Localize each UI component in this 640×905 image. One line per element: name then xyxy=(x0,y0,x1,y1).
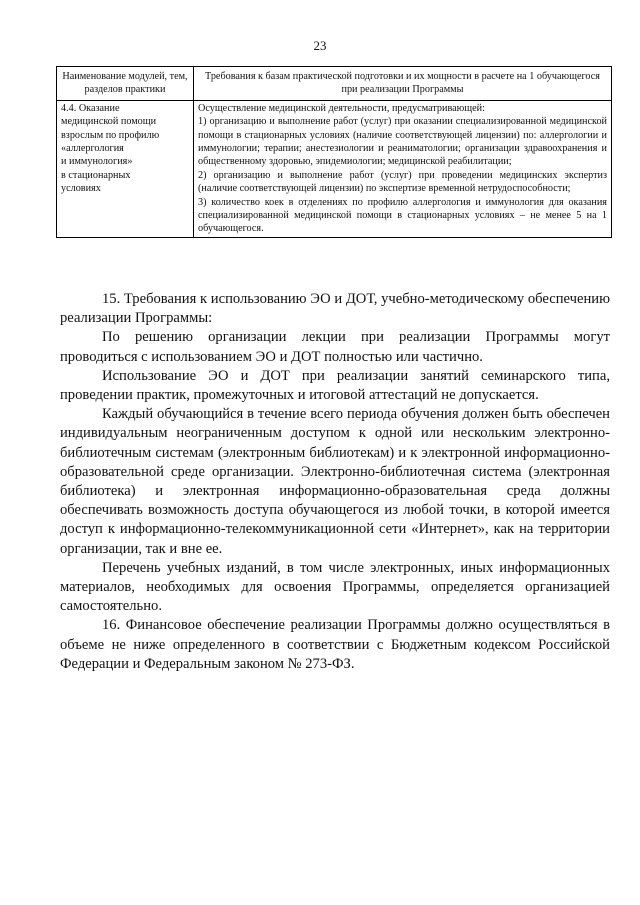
paragraph-section-15: 15. Требования к использованию ЭО и ДОТ, учебно-методическому обеспечению реализации Программы: xyxy=(60,291,610,327)
requirements-table xyxy=(56,66,612,238)
paragraph: По решению организации лекции при реализации Программы могут проводиться с использованием ЭО и ДОТ полностью или частично. xyxy=(60,329,610,365)
module-line: 4.4. Оказание xyxy=(61,102,120,114)
requirement-item: 1) организацию и выполнение работ (услуг) при оказании специализированной медицинской помощи в стационарных условиях (наличие соответствующей лицензии) по: аллергологии и иммунологии; терапии; анестезиологии и реаниматологии; организации здравоохранения и общественному здоровью, эпидемиологии; медицинской реабилитации; xyxy=(198,116,607,168)
module-line: в стационарных xyxy=(61,169,131,181)
paragraph-section-16: 16. Финансовое обеспечение реализации Программы должно осуществляться в объеме не ниже определенного в соответствии с Бюджетным кодексом Российской Федерации и Федеральным законом № 273-ФЗ. xyxy=(60,617,610,672)
module-line: взрослым по профилю xyxy=(61,129,160,141)
requirement-item: 2) организацию и выполнение работ (услуг) при проведении медицинских экспертиз (наличие соответствующей лицензии) по экспертизе временной нетрудоспособности; xyxy=(198,169,607,195)
paragraph: Перечень учебных изданий, в том числе электронных, иных информационных материалов, необходимых для освоения Программы, определяется организацией самостоятельно. xyxy=(60,559,610,615)
module-line: медицинской помощи xyxy=(61,116,157,128)
page-number: 23 xyxy=(313,38,327,53)
requirements-cell xyxy=(194,100,612,237)
header-requirements: Требования к базам практической подготовки и их мощности в расчете на 1 обучающегося при реализации Программы xyxy=(194,67,612,101)
module-line: «аллергология xyxy=(61,143,124,155)
table-row xyxy=(57,100,612,237)
header-modules: Наименование модулей, тем, разделов практики xyxy=(57,67,194,101)
requirement-intro: Осуществление медицинской деятельности, предусматривающей: xyxy=(198,102,485,114)
table-header-row xyxy=(57,67,612,101)
requirement-item: 3) количество коек в отделениях по профилю аллергология и иммунология для оказания специализированной медицинской помощи в стационарных условиях – не менее 5 на 1 обучающегося. xyxy=(198,196,607,235)
module-line: и иммунология» xyxy=(61,156,133,168)
module-cell xyxy=(57,100,194,237)
module-line: условиях xyxy=(61,183,101,195)
paragraph: Использование ЭО и ДОТ при реализации занятий семинарского типа, проведении практик, промежуточных и итоговой аттестаций не допускается. xyxy=(60,367,610,404)
body-text xyxy=(60,290,610,674)
paragraph: Каждый обучающийся в течение всего периода обучения должен быть обеспечен индивидуальным неограниченным доступом к одной или нескольким электронно-библиотечным системам (электронным библиотекам) и к электронной информационно-образовательной среде организации. Электронно-библиотечная система (электронная библиотека) и электронная информационно-образовательная среда должны обеспечивать возможность доступа обучающегося из любой точки, в которой имеется доступ к информационно-телекоммуникационной сети «Интернет», как на территории организации, так и вне ее. xyxy=(60,406,610,557)
